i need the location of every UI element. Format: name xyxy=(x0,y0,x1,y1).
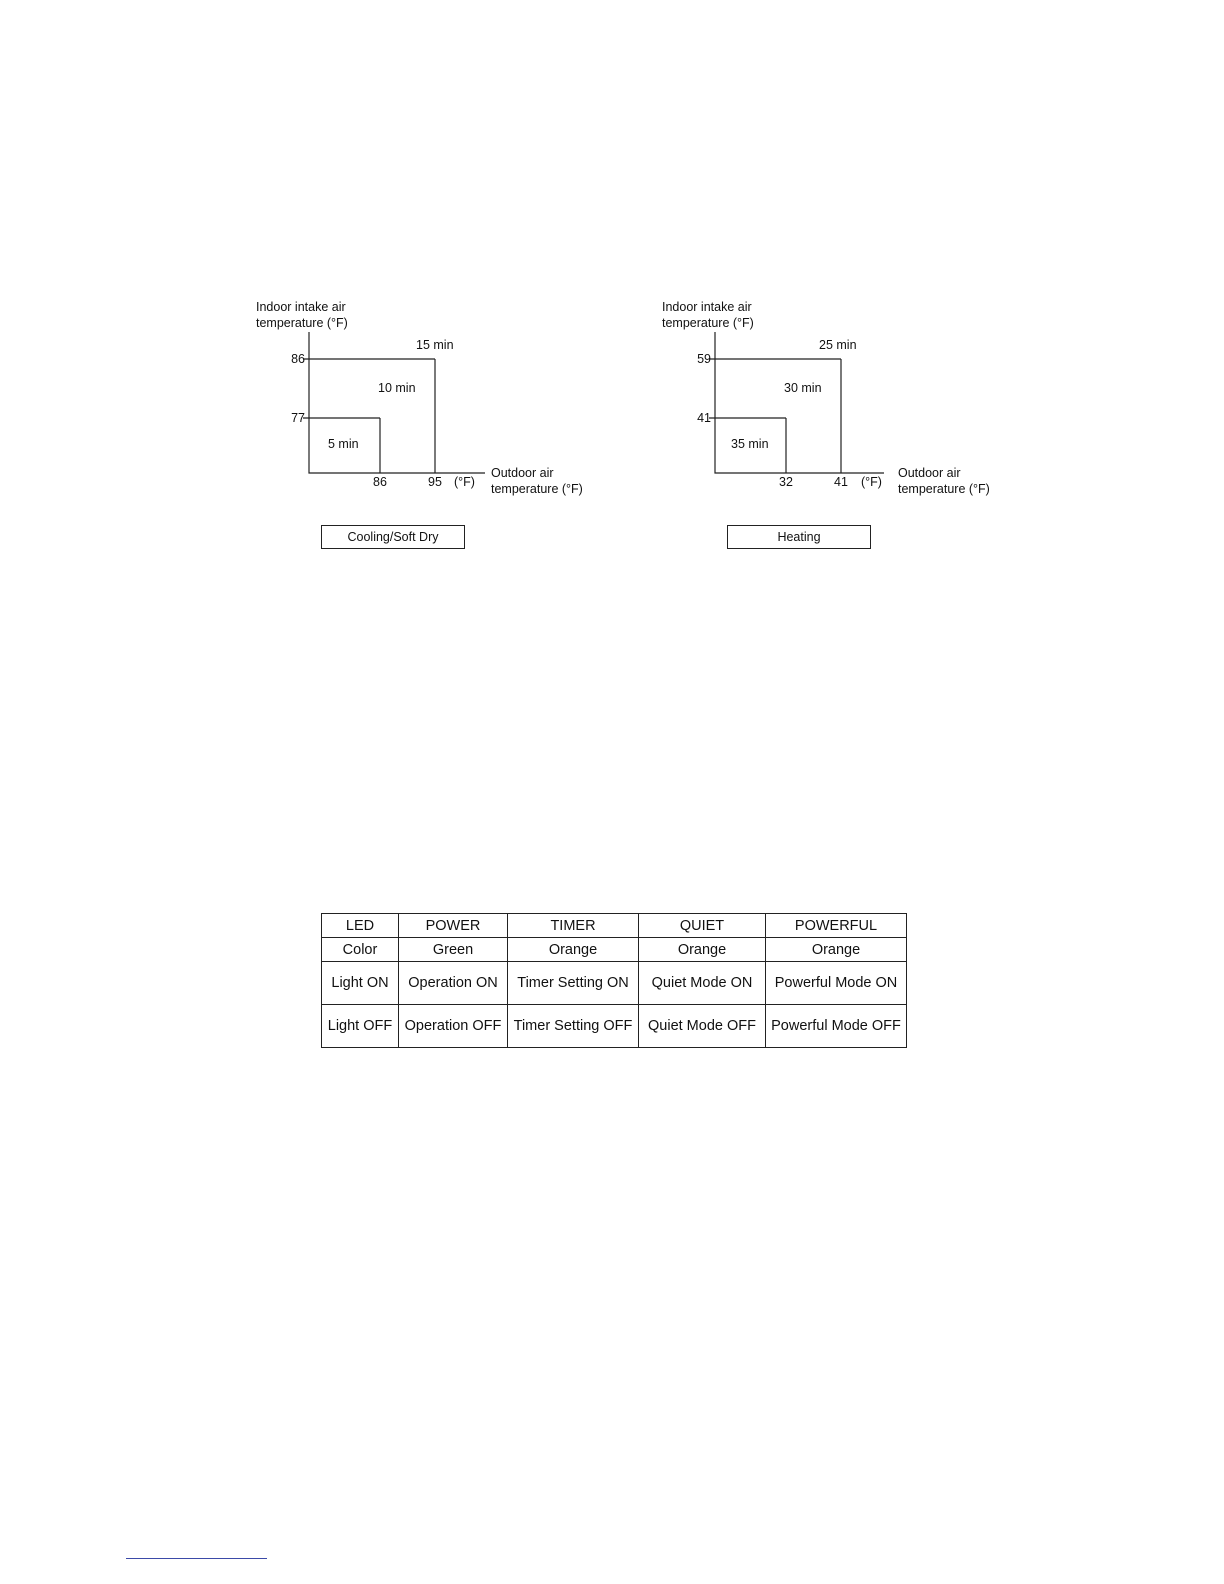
cooling-y-tick-77: 77 xyxy=(291,411,305,425)
table-cell: Orange xyxy=(766,938,907,962)
cooling-x-axis-label-line2: temperature (°F) xyxy=(491,482,583,496)
table-cell: Operation ON xyxy=(399,962,508,1005)
cooling-zone-inner-label: 5 min xyxy=(328,437,359,451)
cooling-zone-outer-label: 15 min xyxy=(416,338,454,352)
table-row xyxy=(322,1005,907,1048)
heating-mode-label: Heating xyxy=(727,525,871,549)
footer-divider xyxy=(126,1558,267,1559)
table-cell: Operation OFF xyxy=(399,1005,508,1048)
heating-y-axis-label-line1: Indoor intake air xyxy=(662,300,752,314)
cooling-zone-middle-label: 10 min xyxy=(378,381,416,395)
header-quiet: QUIET xyxy=(639,914,766,938)
table-cell: Color xyxy=(322,938,399,962)
heating-x-unit: (°F) xyxy=(861,475,882,489)
table-cell: Light OFF xyxy=(322,1005,399,1048)
table-cell: Quiet Mode ON xyxy=(639,962,766,1005)
heating-diagram xyxy=(656,290,1016,560)
heating-x-axis-label-line2: temperature (°F) xyxy=(898,482,990,496)
cooling-diagram xyxy=(250,290,610,560)
heating-x-tick-32: 32 xyxy=(779,475,793,489)
led-indicator-table xyxy=(321,913,907,1048)
table-row xyxy=(322,938,907,962)
table-cell: Green xyxy=(399,938,508,962)
table-cell: Quiet Mode OFF xyxy=(639,1005,766,1048)
cooling-y-axis-label-line1: Indoor intake air xyxy=(256,300,346,314)
heating-zone-outer-label: 25 min xyxy=(819,338,857,352)
cooling-x-axis-label-line1: Outdoor air xyxy=(491,466,554,480)
heating-y-tick-41: 41 xyxy=(697,411,711,425)
header-led: LED xyxy=(322,914,399,938)
heating-y-tick-59: 59 xyxy=(697,352,711,366)
table-cell: Powerful Mode OFF xyxy=(766,1005,907,1048)
cooling-y-tick-86: 86 xyxy=(291,352,305,366)
table-header-row xyxy=(322,914,907,938)
cooling-mode-label: Cooling/Soft Dry xyxy=(321,525,465,549)
table-cell: Timer Setting OFF xyxy=(508,1005,639,1048)
table-cell: Orange xyxy=(508,938,639,962)
header-power: POWER xyxy=(399,914,508,938)
table-row xyxy=(322,962,907,1005)
cooling-y-axis-label-line2: temperature (°F) xyxy=(256,316,348,330)
heating-x-axis-label-line1: Outdoor air xyxy=(898,466,961,480)
cooling-x-unit: (°F) xyxy=(454,475,475,489)
heating-zone-inner-label: 35 min xyxy=(731,437,769,451)
table-cell: Orange xyxy=(639,938,766,962)
cooling-x-tick-86: 86 xyxy=(373,475,387,489)
cooling-x-tick-95: 95 xyxy=(428,475,442,489)
heating-x-tick-41: 41 xyxy=(834,475,848,489)
header-timer: TIMER xyxy=(508,914,639,938)
heating-zone-middle-label: 30 min xyxy=(784,381,822,395)
table-cell: Timer Setting ON xyxy=(508,962,639,1005)
table-cell: Light ON xyxy=(322,962,399,1005)
heating-y-axis-label-line2: temperature (°F) xyxy=(662,316,754,330)
table-cell: Powerful Mode ON xyxy=(766,962,907,1005)
header-powerful: POWERFUL xyxy=(766,914,907,938)
